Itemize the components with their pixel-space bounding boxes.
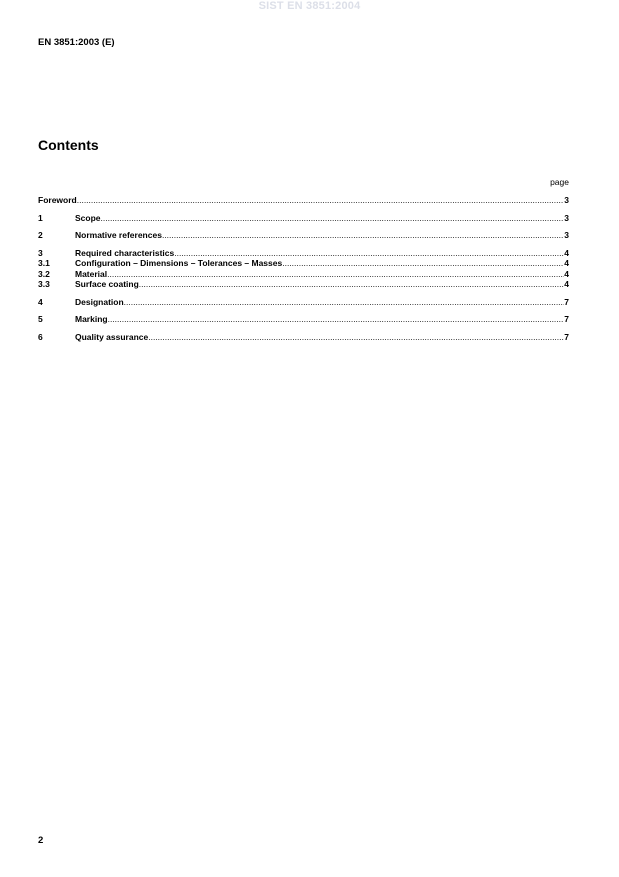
- toc-entry-title: Normative references: [75, 230, 162, 240]
- watermark: SIST EN 3851:2004: [258, 0, 361, 12]
- toc-entry-foreword[interactable]: [38, 195, 569, 206]
- toc-dot-leader: [107, 269, 564, 280]
- toc-entry-title: Material: [75, 268, 108, 279]
- toc-entry-number: 3: [38, 247, 43, 258]
- toc-entry-title: Surface coating: [75, 279, 139, 289]
- toc-entry-page: 3: [564, 230, 569, 240]
- toc-entry-quality-assurance[interactable]: [38, 332, 569, 343]
- toc-entry-page: 7: [564, 314, 569, 324]
- toc-entry-scope[interactable]: [38, 213, 569, 224]
- table-of-contents: [38, 195, 569, 342]
- toc-dot-leader: [124, 297, 565, 308]
- toc-dot-leader: [174, 248, 564, 259]
- toc-entry-number: 1: [38, 212, 43, 223]
- page-number: 2: [38, 835, 44, 846]
- toc-dot-leader: [108, 314, 565, 325]
- toc-entry-title: Designation: [75, 296, 124, 307]
- toc-entry-title: Configuration – Dimensions – Tolerances – Masses: [75, 258, 283, 268]
- toc-entry-page: 4: [564, 247, 569, 258]
- document-identifier: EN 3851:2003 (E): [38, 37, 115, 48]
- toc-entry-page: 3: [564, 212, 569, 223]
- contents-heading: Contents: [38, 137, 99, 153]
- toc-entry-number: 4: [38, 296, 43, 307]
- toc-entry-page: 4: [564, 268, 569, 279]
- toc-entry-marking[interactable]: [38, 314, 569, 325]
- toc-dot-leader: [162, 230, 564, 241]
- toc-entry-number: 6: [38, 331, 43, 342]
- toc-dot-leader: [148, 332, 564, 343]
- toc-entry-page: 7: [564, 331, 569, 342]
- toc-entry-title: Required characteristics: [75, 247, 175, 258]
- toc-dot-leader: [139, 279, 564, 290]
- toc-dot-leader: [101, 213, 565, 224]
- toc-entry-number: 5: [38, 314, 43, 324]
- toc-entry-required-characteristics[interactable]: [38, 248, 569, 259]
- toc-entry-page: 4: [564, 279, 569, 289]
- toc-entry-title: Marking: [75, 314, 108, 324]
- toc-entry-number: 3.3: [38, 279, 50, 289]
- toc-entry-number: 3.1: [38, 258, 50, 268]
- toc-dot-leader: [77, 195, 565, 206]
- toc-entry-number: 2: [38, 230, 43, 240]
- toc-entry-title: Quality assurance: [75, 331, 149, 342]
- toc-entry-page: 7: [564, 296, 569, 307]
- toc-entry-designation[interactable]: [38, 297, 569, 308]
- toc-dot-leader: [282, 258, 564, 269]
- toc-entry-normative-references[interactable]: [38, 230, 569, 241]
- toc-entry-page: 4: [564, 258, 569, 268]
- toc-entry-number: 3.2: [38, 268, 50, 279]
- toc-entry-material[interactable]: [38, 269, 569, 280]
- toc-entry-surface-coating[interactable]: [38, 279, 569, 290]
- toc-entry-title: Foreword: [38, 195, 77, 205]
- toc-entry-configuration[interactable]: [38, 258, 569, 269]
- toc-entry-title: Scope: [75, 212, 101, 223]
- page-column-label: page: [550, 177, 569, 187]
- toc-entry-page: 3: [564, 195, 569, 205]
